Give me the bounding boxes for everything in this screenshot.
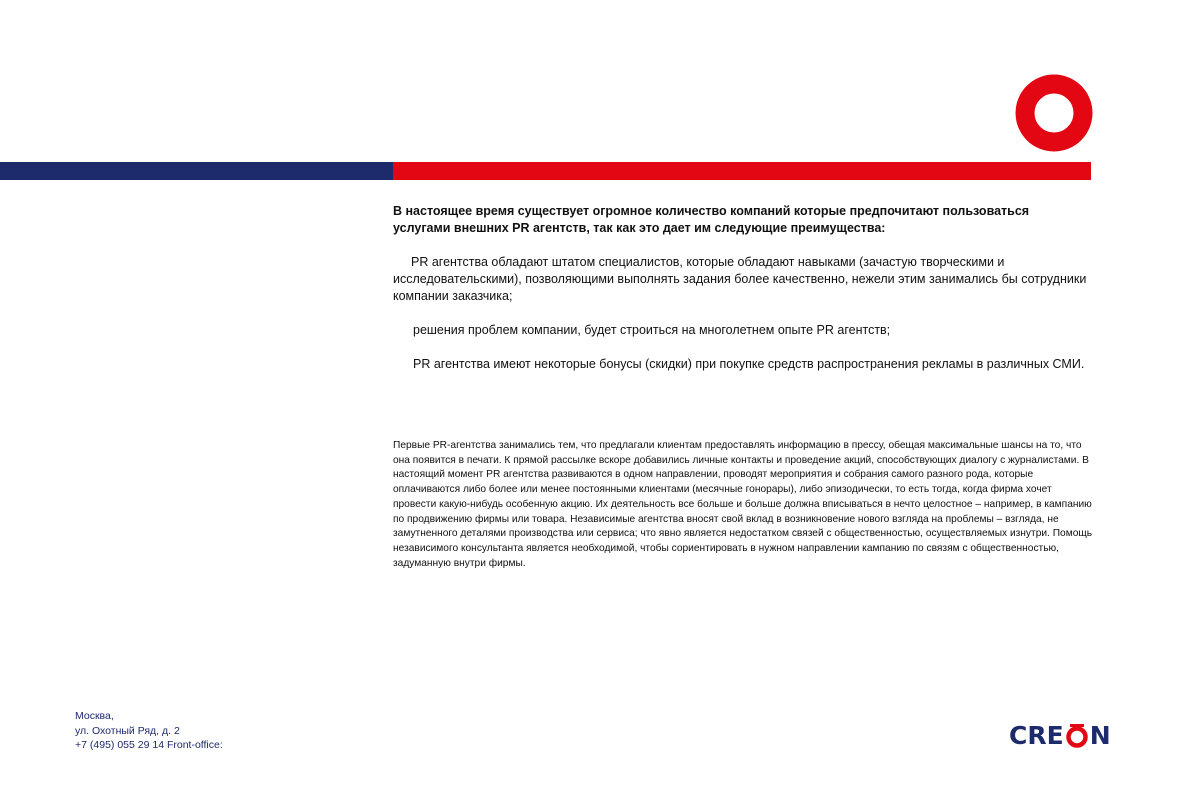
main-content bbox=[393, 203, 1093, 373]
contact-address: ул. Охотный Ряд, д. 2 bbox=[75, 724, 180, 737]
intro-heading bbox=[393, 203, 1093, 237]
creon-logo bbox=[1009, 722, 1111, 750]
contact-city: Москва, bbox=[75, 710, 114, 722]
intro-line-1: В настоящее время существует огромное количество компаний которые предпочитают пользоваться bbox=[393, 204, 1030, 218]
advantage-item: PR агентства обладают штатом специалистов, которые обладают навыками (зачастую творческими и исследовательскими), позволяющими выполнять задания более качественно, нежели этим занимались бы сотрудники компании заказчика; bbox=[393, 255, 1087, 303]
logo-o-icon bbox=[1065, 724, 1089, 748]
contact-phone: +7 (495) 055 29 14 Front-office: bbox=[75, 739, 223, 751]
contacts-block bbox=[75, 709, 223, 753]
advantage-item: решения проблем компании, будет строиться на многолетнем опыте PR агентств; bbox=[413, 323, 891, 337]
header-stripe-red bbox=[393, 162, 1091, 180]
ring-icon bbox=[1015, 74, 1093, 152]
logo-text-left: CRE bbox=[1009, 721, 1064, 750]
history-paragraph: Первые PR-агентства занимались тем, что предлагали клиентам предоставлять информацию в прессу, обещая максимальные шансы на то, что она появится в печати. К прямой рассылке вскоре добавились личные контакты и проведение акций, способствующих диалогу с журналистами. В настоящий момент PR агентства развиваются в одном направлении, проводят мероприятия и собрания самого разного рода, которые оплачиваются либо более или менее постоянными клиентами (месячные гонорары), либо эпизодически, то есть тогда, когда фирма хочет провести какую-нибудь особенную акцию. Их деятельность все больше и больше должна вписываться в нечто целостное – например, в кампанию по продвижению фирмы или товара. Независимые агентства вносят свой вклад в возникновение нового взгляда на проблемы – взгляда, не замутненного деталями производства или сервиса; что явно является недостатком связей с общественностью, осуществляемых изнутри. Помощь независимого консультанта является необходимой, чтобы сориентировать в нужном направлении кампанию по связям с общественностью, задуманную внутри фирмы. bbox=[393, 440, 1093, 569]
intro-line-2: услугами внешних PR агентств, так как это дает им следующие преимущества: bbox=[393, 221, 886, 235]
advantage-item: PR агентства имеют некоторые бонусы (скидки) при покупке средств распространения рекламы в различных СМИ. bbox=[413, 357, 1085, 371]
advantages-list bbox=[393, 254, 1093, 373]
logo-text-right: N bbox=[1089, 721, 1111, 750]
header-stripe-navy bbox=[0, 162, 393, 180]
